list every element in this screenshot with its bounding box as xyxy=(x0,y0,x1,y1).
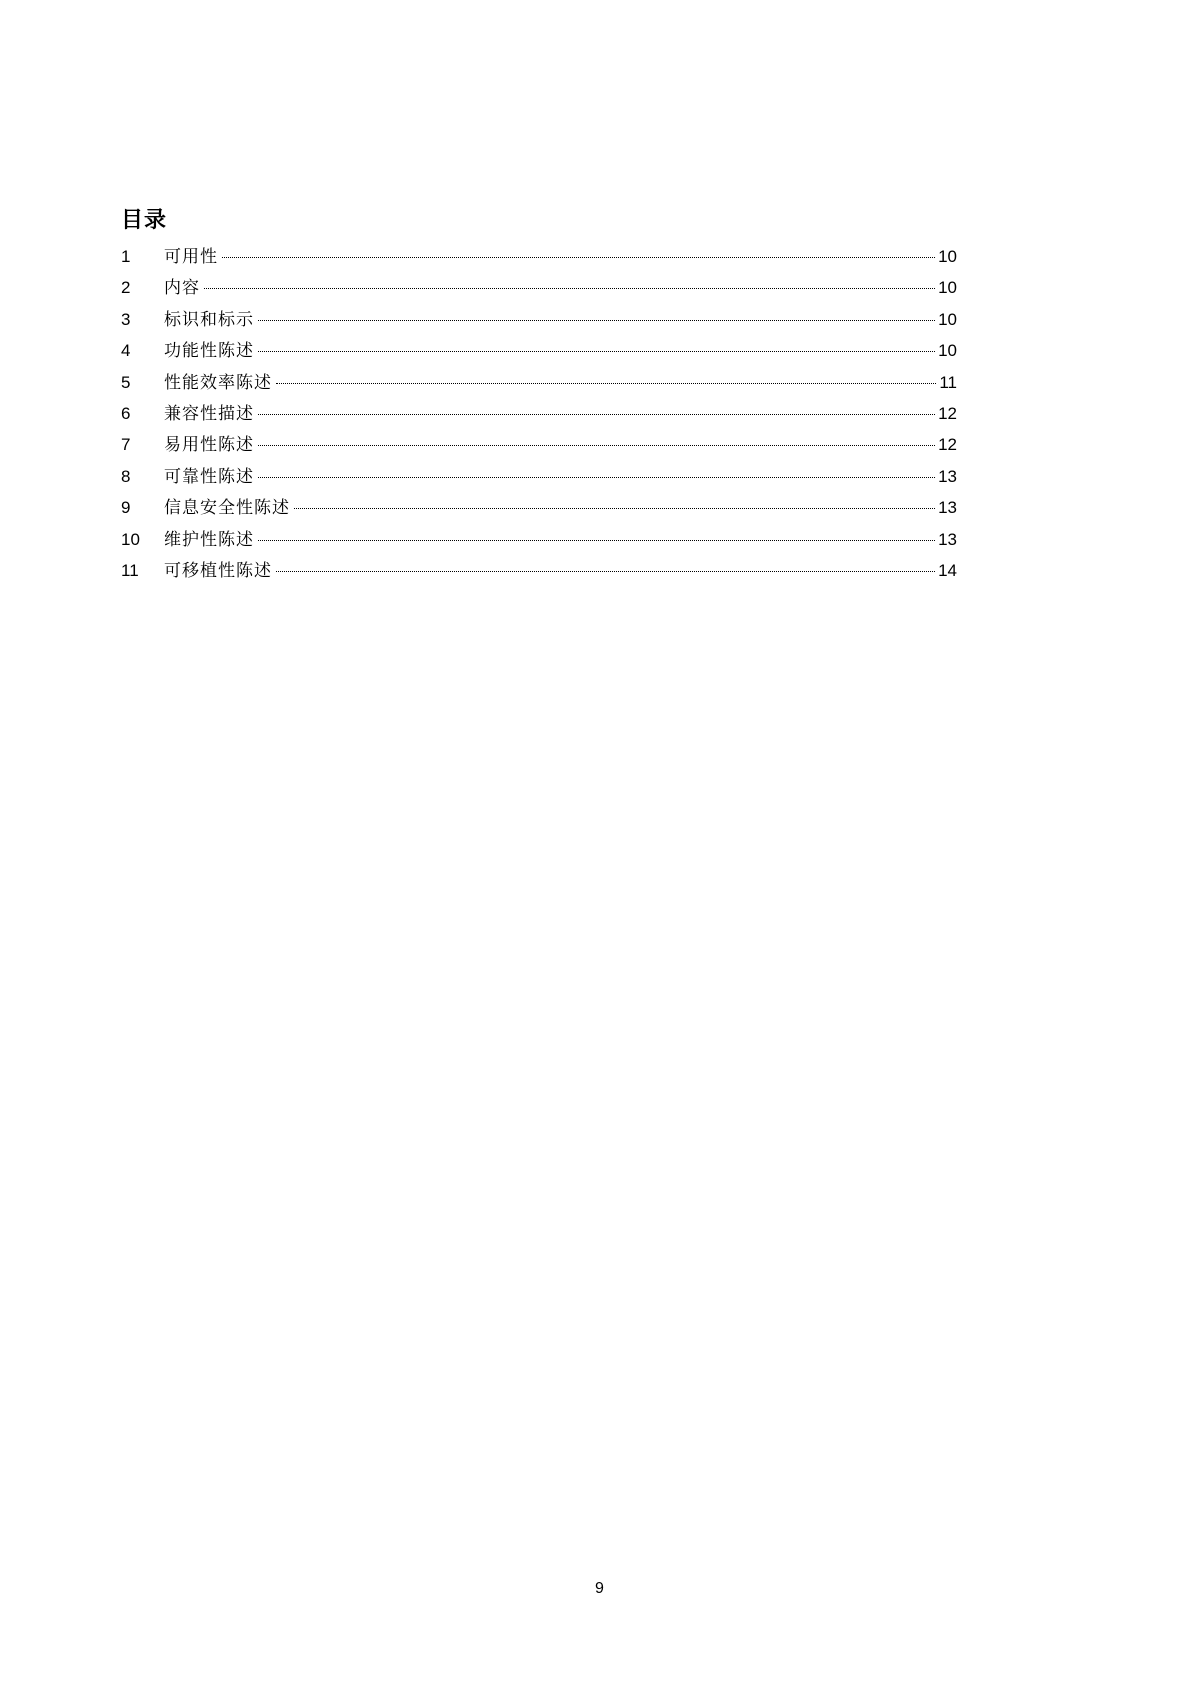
toc-entry[interactable] xyxy=(121,335,957,366)
toc-entry-number: 5 xyxy=(121,372,131,392)
toc-entry-number: 2 xyxy=(121,278,131,298)
toc-entry-number: 7 xyxy=(121,435,131,455)
toc-title: 目录 xyxy=(121,208,168,233)
toc-entry-number: 11 xyxy=(121,560,139,580)
toc-entry-number: 4 xyxy=(121,341,131,361)
toc-entry-page: 10 xyxy=(938,309,957,329)
toc-entry-page: 11 xyxy=(939,372,957,392)
toc-entry[interactable] xyxy=(121,429,957,460)
toc-entry[interactable] xyxy=(121,398,957,429)
toc-entry[interactable] xyxy=(121,555,957,586)
toc-entry-number: 10 xyxy=(121,529,140,549)
toc-entry-label: 信息安全性陈述 xyxy=(164,498,290,519)
toc-entry-page: 14 xyxy=(938,560,957,580)
toc-entry-number: 8 xyxy=(121,466,131,486)
toc-entry-label: 可靠性陈述 xyxy=(164,466,254,487)
toc-entry-number: 6 xyxy=(121,403,131,423)
toc-entry[interactable] xyxy=(121,272,957,303)
dot-leader xyxy=(294,508,935,509)
toc-entry-page: 10 xyxy=(938,247,957,266)
table-of-contents xyxy=(121,241,957,586)
page-number: 9 xyxy=(595,1580,604,1597)
toc-entry-page: 13 xyxy=(938,466,957,486)
toc-entry-label: 可移植性陈述 xyxy=(164,560,272,581)
dot-leader xyxy=(222,257,935,258)
toc-entry[interactable] xyxy=(121,492,957,523)
dot-leader xyxy=(204,288,935,289)
toc-entry-label: 维护性陈述 xyxy=(164,529,254,550)
toc-entry[interactable] xyxy=(121,461,957,492)
toc-entry-page: 12 xyxy=(938,435,957,455)
toc-entry-label: 内容 xyxy=(164,278,200,299)
toc-entry-page: 12 xyxy=(938,403,957,423)
toc-entry-label: 可用性 xyxy=(164,247,218,267)
dot-leader xyxy=(276,571,935,572)
dot-leader xyxy=(258,540,935,541)
toc-entry-label: 易用性陈述 xyxy=(164,435,254,456)
toc-entry-page: 10 xyxy=(938,341,957,361)
toc-entry-page: 13 xyxy=(938,529,957,549)
toc-entry-number: 1 xyxy=(121,247,131,266)
toc-entry[interactable] xyxy=(121,241,957,272)
dot-leader xyxy=(258,320,935,321)
toc-entry[interactable] xyxy=(121,524,957,555)
toc-entry-label: 标识和标示 xyxy=(164,309,254,330)
dot-leader xyxy=(258,351,935,352)
toc-entry-number: 3 xyxy=(121,309,131,329)
dot-leader xyxy=(276,383,936,384)
toc-entry-page: 13 xyxy=(938,498,957,518)
toc-entry-number: 9 xyxy=(121,498,131,518)
toc-entry-label: 兼容性描述 xyxy=(164,403,254,424)
dot-leader xyxy=(258,445,935,446)
toc-entry-page: 10 xyxy=(938,278,957,298)
toc-entry-label: 性能效率陈述 xyxy=(164,372,272,393)
dot-leader xyxy=(258,477,935,478)
toc-entry[interactable] xyxy=(121,304,957,335)
toc-entry[interactable] xyxy=(121,367,957,398)
toc-entry-label: 功能性陈述 xyxy=(164,341,254,362)
dot-leader xyxy=(258,414,935,415)
